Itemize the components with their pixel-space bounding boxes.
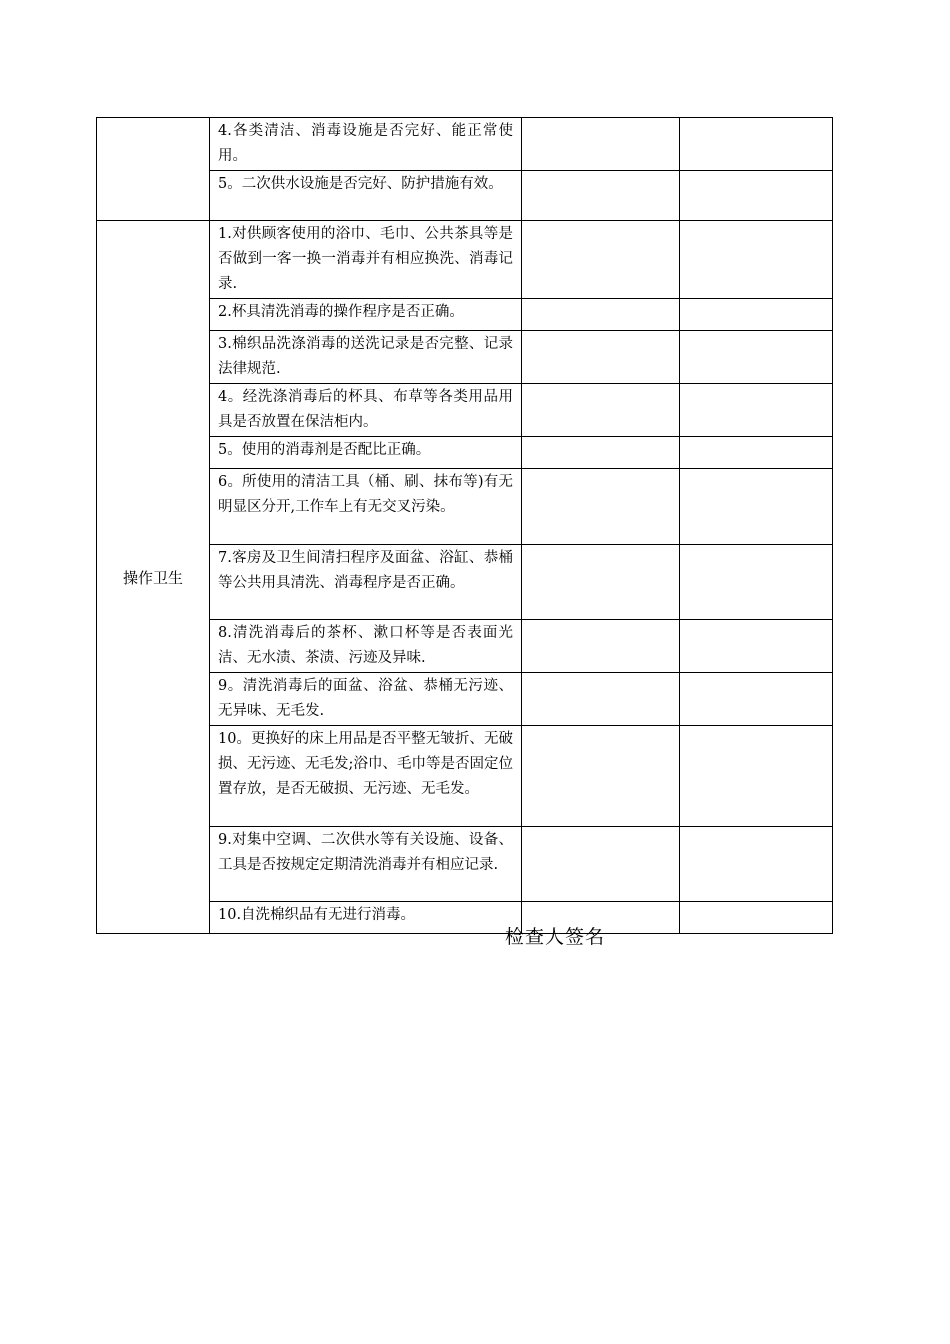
check-item: 8.清洗消毒后的茶杯、漱口杯等是否表面光洁、无水渍、茶渍、污迹及异味. [210, 620, 522, 673]
remark-cell[interactable] [680, 827, 833, 902]
remark-cell[interactable] [680, 437, 833, 469]
remark-cell[interactable] [680, 673, 833, 726]
check-item: 4。经洗涤消毒后的杯具、布草等各类用品用具是否放置在保洁柜内。 [210, 384, 522, 437]
check-item: 10.自洗棉织品有无进行消毒。 [210, 902, 522, 934]
check-item: 9。清洗消毒后的面盆、浴盆、恭桶无污迹、无异味、无毛发. [210, 673, 522, 726]
remark-cell[interactable] [680, 171, 833, 221]
category-cell: 操作卫生 [97, 221, 210, 934]
check-item: 10。更换好的床上用品是否平整无皱折、无破损、无污迹、无毛发;浴巾、毛巾等是否固定位置存放，是否无破损、无污迹、无毛发。 [210, 726, 522, 827]
check-item: 1.对供顾客使用的浴巾、毛巾、公共茶具等是否做到一客一换一消毒并有相应换洗、消毒记录. [210, 221, 522, 299]
remark-cell[interactable] [680, 221, 833, 299]
result-cell[interactable] [522, 545, 680, 620]
result-cell[interactable] [522, 827, 680, 902]
inspector-signature-label: 检查人签名 [505, 926, 606, 948]
check-item: 2.杯具清洗消毒的操作程序是否正确。 [210, 299, 522, 331]
result-cell[interactable] [522, 726, 680, 827]
remark-cell[interactable] [680, 469, 833, 545]
remark-cell[interactable] [680, 726, 833, 827]
check-item: 4.各类清洁、消毒设施是否完好、能正常使用。 [210, 118, 522, 171]
remark-cell[interactable] [680, 902, 833, 934]
check-item: 5。二次供水设施是否完好、防护措施有效。 [210, 171, 522, 221]
check-item: 9.对集中空调、二次供水等有关设施、设备、工具是否按规定定期清洗消毒并有相应记录. [210, 827, 522, 902]
check-item: 3.棉织品洗涤消毒的送洗记录是否完整、记录法律规范. [210, 331, 522, 384]
result-cell[interactable] [522, 118, 680, 171]
table-row [97, 221, 833, 299]
check-item: 5。使用的消毒剂是否配比正确。 [210, 437, 522, 469]
result-cell[interactable] [522, 384, 680, 437]
check-item: 7.客房及卫生间清扫程序及面盆、浴缸、恭桶等公共用具清洗、消毒程序是否正确。 [210, 545, 522, 620]
result-cell[interactable] [522, 331, 680, 384]
remark-cell[interactable] [680, 384, 833, 437]
result-cell[interactable] [522, 299, 680, 331]
result-cell[interactable] [522, 171, 680, 221]
result-cell[interactable] [522, 437, 680, 469]
result-cell[interactable] [522, 221, 680, 299]
result-cell[interactable] [522, 620, 680, 673]
remark-cell[interactable] [680, 299, 833, 331]
result-cell[interactable] [522, 469, 680, 545]
result-cell[interactable] [522, 673, 680, 726]
remark-cell[interactable] [680, 331, 833, 384]
remark-cell[interactable] [680, 545, 833, 620]
remark-cell[interactable] [680, 620, 833, 673]
inspection-table [96, 117, 833, 934]
table-row [97, 118, 833, 171]
check-item: 6。所使用的清洁工具（桶、刷、抹布等)有无明显区分开,工作车上有无交叉污染。 [210, 469, 522, 545]
category-cell [97, 118, 210, 221]
remark-cell[interactable] [680, 118, 833, 171]
